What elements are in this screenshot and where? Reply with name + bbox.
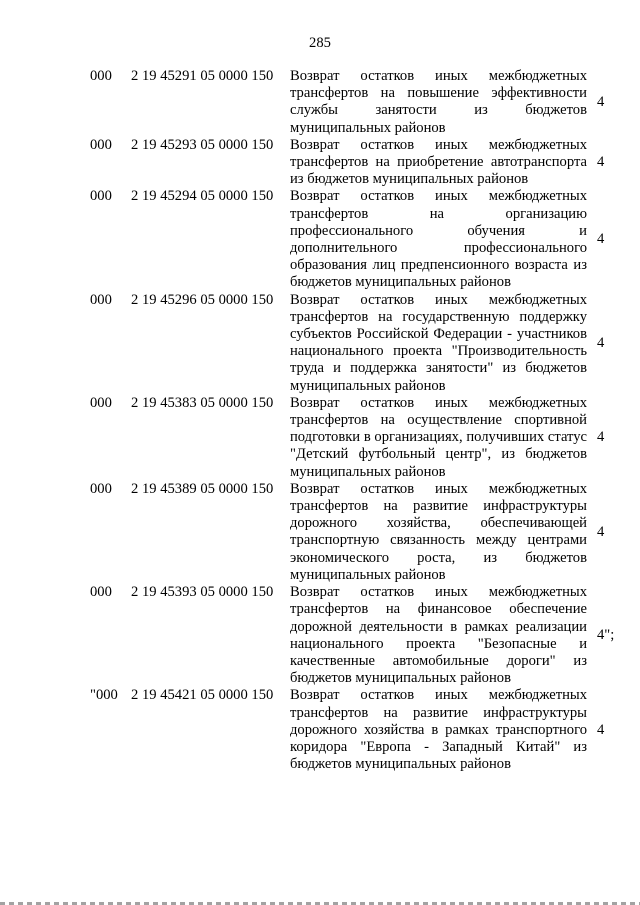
row-value: 4 <box>597 523 605 540</box>
admin-code: 000 <box>90 68 112 84</box>
table-row <box>0 188 640 291</box>
table-row <box>0 687 640 773</box>
row-value: 4 <box>597 721 605 738</box>
row-value: 4 <box>597 334 605 351</box>
budget-classification-code: 2 19 45383 05 0000 150 <box>131 394 274 411</box>
table-row <box>0 584 640 687</box>
row-description: Возврат остатков иных межбюджетных трансфертов на развитие инфраструктуры дорожного хозяйства, обеспечивающей транспортную связанность между центрами экономического роста, из бюджетов муниципальных районов <box>290 480 587 583</box>
budget-classification-code: 2 19 45293 05 0000 150 <box>131 136 274 153</box>
admin-code: 000 <box>90 480 112 497</box>
admin-code: 000 <box>90 394 112 411</box>
row-value: 4 <box>597 93 605 110</box>
row-description: Возврат остатков иных межбюджетных трансфертов на приобретение автотранспорта из бюджетов муниципальных районов <box>290 136 587 188</box>
admin-code: 000 <box>90 291 112 308</box>
row-description: Возврат остатков иных межбюджетных трансфертов на повышение эффективности службы занятости из бюджетов муниципальных районов <box>290 68 587 136</box>
row-value: 4 <box>597 154 605 171</box>
admin-code: "000 <box>90 687 118 704</box>
table-row <box>0 292 640 395</box>
row-value: 4 <box>597 231 605 248</box>
table-row <box>0 481 640 584</box>
budget-classification-code: 2 19 45421 05 0000 150 <box>131 687 274 704</box>
row-description: Возврат остатков иных межбюджетных трансфертов на осуществление спортивной подготовки в организациях, получивших статус "Детский футбольный центр", из бюджетов муниципальных районов <box>290 394 587 480</box>
row-value: 4"; <box>597 627 615 644</box>
budget-classification-code: 2 19 45393 05 0000 150 <box>131 584 274 601</box>
row-description: Возврат остатков иных межбюджетных трансфертов на государственную поддержку субъектов Российской Федерации - участников национального проекта "Производительность труда и поддержка занятости" из бюджетов муниципальных районов <box>290 291 587 394</box>
table-row <box>0 137 640 189</box>
budget-classification-code: 2 19 45296 05 0000 150 <box>131 291 274 308</box>
admin-code: 000 <box>90 584 112 601</box>
row-value: 4 <box>597 429 605 446</box>
row-description: Возврат остатков иных межбюджетных трансфертов на развитие инфраструктуры дорожного хозяйства в рамках транспортного коридора "Европа - Западный Китай" из бюджетов муниципальных районов <box>290 687 587 773</box>
table-row <box>0 395 640 481</box>
table-row <box>0 68 640 137</box>
budget-classification-code: 2 19 45291 05 0000 150 <box>131 68 274 84</box>
row-description: Возврат остатков иных межбюджетных трансфертов на организацию профессионального обучения и дополнительного профессионального образования лиц предпенсионного возраста из бюджетов муниципальных районов <box>290 188 587 291</box>
row-description: Возврат остатков иных межбюджетных трансфертов на финансовое обеспечение дорожной деятельности в рамках реализации национального проекта "Безопасные и качественные автомобильные дороги" из бюджетов муниципальных районов <box>290 584 587 687</box>
budget-code-table <box>0 68 640 773</box>
admin-code: 000 <box>90 188 112 205</box>
budget-classification-code: 2 19 45389 05 0000 150 <box>131 480 274 497</box>
budget-classification-code: 2 19 45294 05 0000 150 <box>131 188 274 205</box>
admin-code: 000 <box>90 136 112 153</box>
page-number: 285 <box>309 35 331 51</box>
